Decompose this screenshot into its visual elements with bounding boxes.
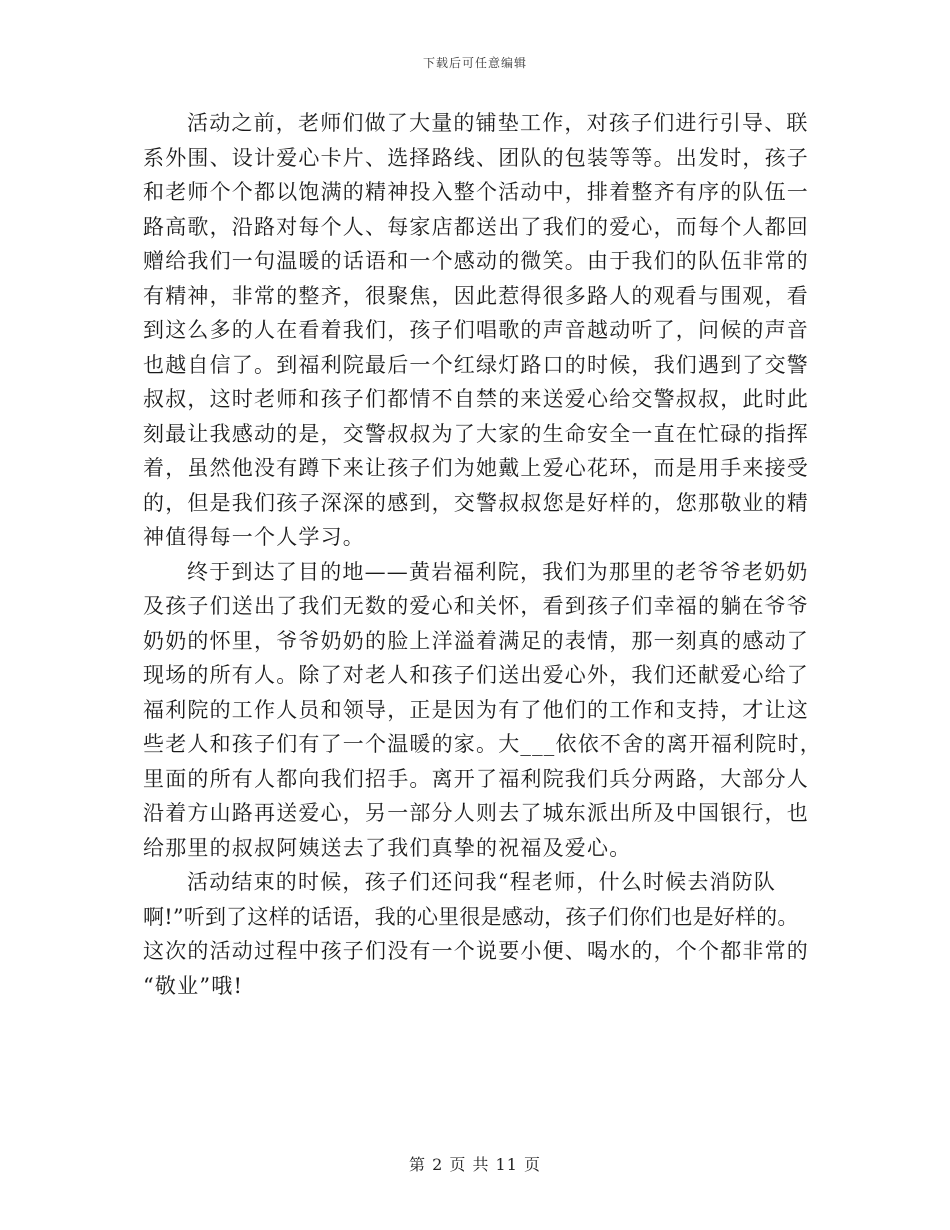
text-line: 神值得每一个人学习。 — [143, 525, 365, 549]
text-line: 啊!”听到了这样的话语，我的心里很是感动，孩子们你们也是好样的。 — [143, 904, 799, 929]
text-line: 奶奶的怀里，爷爷奶奶的脸上洋溢着满足的表情，那一刻真的感动了 — [143, 628, 809, 653]
text-line: 也越自信了。到福利院最后一个红绿灯路口的时候，我们遇到了交警 — [143, 352, 809, 377]
text-line: 到这么多的人在看着我们，孩子们唱歌的声音越动听了，问候的声音 — [143, 318, 809, 342]
text-line: 的，但是我们孩子深深的感到，交警叔叔您是好样的，您那敬业的精 — [143, 490, 809, 515]
text-line: 里面的所有人都向我们招手。离开了福利院我们兵分两路，大部分人 — [143, 766, 809, 791]
text-line: 现场的所有人。除了对老人和孩子们送出爱心外，我们还献爱心给了 — [143, 663, 809, 687]
text-line: 有精神，非常的整齐，很聚焦，因此惹得很多路人的观看与围观，看 — [143, 283, 809, 308]
paragraph-1 — [143, 106, 833, 555]
text-line: 终于到达了目的地——黄岩福利院，我们为那里的老爷爷老奶奶 — [187, 559, 809, 584]
text-line: 和老师个个都以饱满的精神投入整个活动中，排着整齐有序的队伍一 — [143, 180, 809, 204]
text-line: 沿着方山路再送爱心，另一部分人则去了城东派出所及中国银行，也 — [143, 801, 809, 825]
text-line: 些老人和孩子们有了一个温暖的家。大___依依不舍的离开福利院时， — [143, 732, 822, 756]
text-line: 系外围、设计爱心卡片、选择路线、团队的包装等等。出发时，孩子 — [143, 145, 809, 170]
paragraph-2 — [143, 555, 833, 866]
text-line: 路高歌，沿路对每个人、每家店都送出了我们的爱心，而每个人都回 — [143, 214, 809, 239]
paragraph-3 — [143, 865, 833, 1003]
text-line: 给那里的叔叔阿姨送去了我们真挚的祝福及爱心。 — [143, 835, 632, 860]
text-line: 刻最让我感动的是，交警叔叔为了大家的生命安全一直在忙碌的指挥 — [143, 421, 809, 446]
text-line: 福利院的工作人员和领导，正是因为有了他们的工作和支持，才让这 — [143, 697, 809, 722]
text-line: 及孩子们送出了我们无数的爱心和关怀，看到孩子们幸福的躺在爷爷 — [143, 594, 809, 618]
text-line: 活动结束的时候，孩子们还问我“程老师，什么时候去消防队 — [187, 870, 777, 894]
text-line: 赠给我们一句温暖的话语和一个感动的微笑。由于我们的队伍非常的 — [143, 249, 809, 273]
text-line: “敬业”哦! — [143, 973, 244, 998]
text-line: 活动之前，老师们做了大量的铺垫工作，对孩子们进行引导、联 — [187, 111, 809, 135]
text-line: 叔叔，这时老师和孩子们都情不自禁的来送爱心给交警叔叔，此时此 — [143, 387, 809, 411]
document-body — [143, 106, 833, 1003]
page-number: 第 2 页 共 11 页 — [409, 1155, 541, 1174]
page-header: 下载后可任意编辑 — [422, 56, 527, 70]
text-line: 这次的活动过程中孩子们没有一个说要小便、喝水的，个个都非常的 — [143, 939, 809, 963]
text-line: 着，虽然他没有蹲下来让孩子们为她戴上爱心花环，而是用手来接受 — [143, 456, 809, 480]
